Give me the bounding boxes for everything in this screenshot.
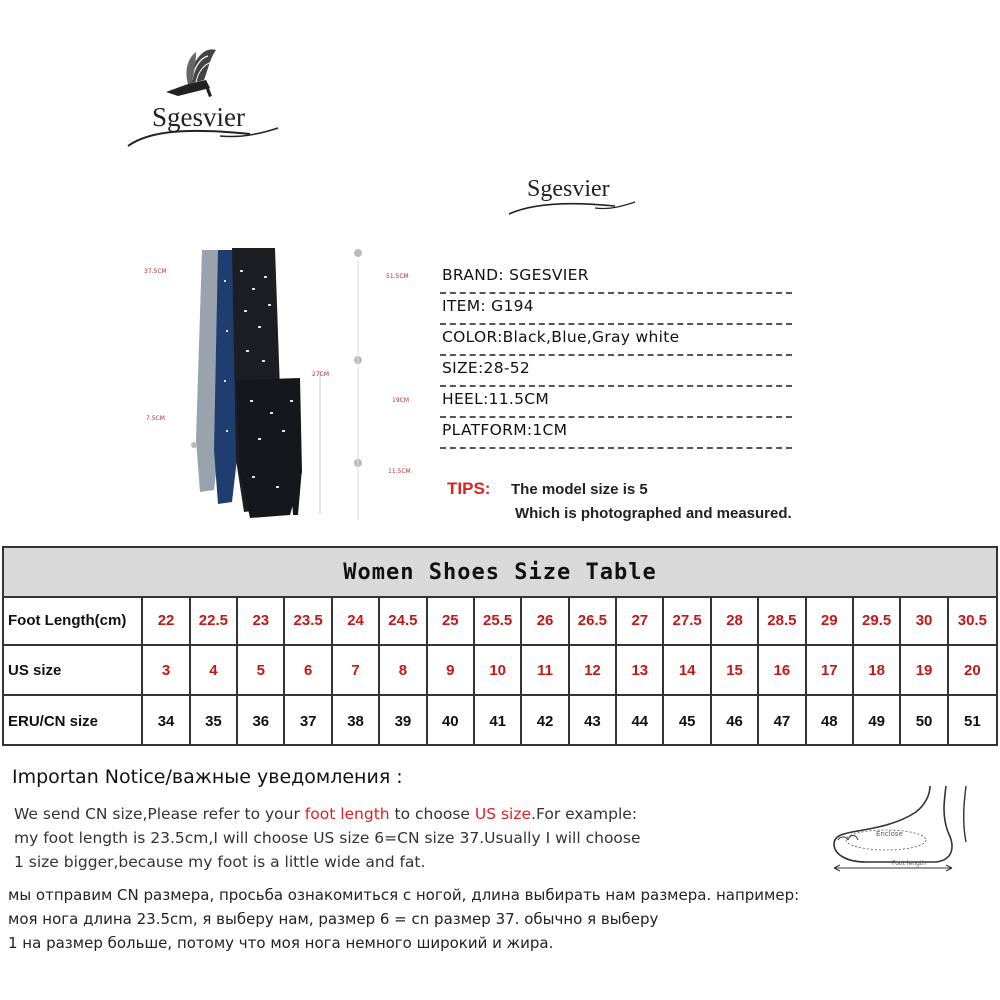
notice-text: .For example: — [531, 805, 638, 823]
table-cell: 29 — [807, 596, 854, 646]
brand-logo-small — [505, 172, 640, 222]
tips-line-1: The model size is 5 — [511, 481, 648, 498]
notice-en-line-1 — [14, 805, 637, 823]
table-cell: 12 — [570, 646, 617, 696]
table-row — [4, 696, 996, 746]
table-cell: 28 — [712, 596, 759, 646]
tips-line-2: Which is photographed and measured. — [515, 505, 792, 522]
notice-ru-line-2: моя нога длина 23.5cm, я выберу нам, размер 6 = cn размер 37. обычно я выберу — [8, 910, 659, 928]
enclose-label: Enclose — [876, 830, 903, 838]
logo-swoosh-icon — [120, 124, 290, 150]
table-cell: 22 — [143, 596, 190, 646]
table-cell: 40 — [428, 696, 475, 746]
table-cell: 47 — [759, 696, 806, 746]
table-cell: 15 — [712, 646, 759, 696]
table-cell: 38 — [333, 696, 380, 746]
spec-text: HEEL:11.5CM — [442, 390, 550, 408]
size-table-body — [4, 596, 996, 744]
table-cell: 48 — [807, 696, 854, 746]
spec-text: ITEM: G194 — [442, 297, 534, 315]
divider — [440, 416, 792, 418]
divider — [440, 447, 792, 449]
spec-size — [440, 357, 792, 387]
notice-title: Importan Notice/важные уведомления : — [12, 766, 403, 788]
row-label: US size — [4, 646, 143, 696]
spec-item — [440, 295, 792, 325]
measurement-label: 51.5CM — [386, 273, 409, 280]
table-cell: 42 — [522, 696, 569, 746]
spec-color — [440, 326, 792, 356]
spec-text: SIZE:28-52 — [442, 359, 531, 377]
table-cell: 26.5 — [570, 596, 617, 646]
table-cell: 9 — [428, 646, 475, 696]
measurement-label: 19CM — [392, 397, 410, 404]
size-table-header — [4, 548, 996, 598]
row-label: ERU/CN size — [4, 696, 143, 746]
brand-logo-text: Sgesvier — [152, 102, 245, 132]
table-cell: 19 — [901, 646, 948, 696]
product-image — [140, 240, 425, 525]
measurement-label: 27CM — [312, 371, 330, 378]
table-cell: 36 — [238, 696, 285, 746]
table-cell: 4 — [191, 646, 238, 696]
measurement-label: 7.5CM — [146, 415, 165, 422]
table-cell: 26 — [522, 596, 569, 646]
table-cell: 43 — [570, 696, 617, 746]
table-cell: 18 — [854, 646, 901, 696]
table-cell: 30 — [901, 596, 948, 646]
table-cell: 51 — [964, 712, 981, 730]
table-cell: 28.5 — [759, 596, 806, 646]
us-size-highlight: US size — [474, 805, 532, 823]
size-table — [2, 546, 998, 746]
table-row — [4, 646, 996, 696]
foot-diagram — [826, 782, 986, 872]
logo-swoosh-icon — [505, 198, 640, 218]
brand-logo — [120, 40, 290, 150]
table-cell: 27.5 — [664, 596, 711, 646]
notice-en-line-3: 1 size bigger,because my foot is a little wide and fat. — [14, 853, 426, 871]
table-cell: 20 — [949, 646, 996, 696]
size-table-title: Women Shoes Size Table — [343, 559, 657, 585]
table-cell: 16 — [759, 646, 806, 696]
butterfly-shoe-icon — [158, 40, 228, 100]
table-cell: 27 — [617, 596, 664, 646]
spec-heel — [440, 388, 792, 418]
table-cell: 3 — [143, 646, 190, 696]
foot-length-highlight: foot length — [304, 805, 390, 823]
table-cell: 37 — [285, 696, 332, 746]
table-cell: 5 — [238, 646, 285, 696]
table-cell: 46 — [712, 696, 759, 746]
table-cell: 49 — [854, 696, 901, 746]
table-cell: 17 — [807, 646, 854, 696]
table-cell: 8 — [380, 646, 427, 696]
table-cell: 14 — [664, 646, 711, 696]
tips-label: TIPS: — [447, 479, 491, 498]
notice-text: to choose — [389, 805, 475, 823]
table-cell: 45 — [664, 696, 711, 746]
spec-text: BRAND: SGESVIER — [442, 266, 589, 284]
notice-ru-line-1: мы отправим CN размера, просьба ознакомиться с ногой, длина выбирать нам размера. например: — [8, 886, 800, 904]
table-cell: 25 — [428, 596, 475, 646]
spec-platform — [440, 419, 792, 449]
table-cell: 11 — [522, 646, 569, 696]
table-cell: 6 — [285, 646, 332, 696]
divider — [440, 385, 792, 387]
table-cell: 25.5 — [475, 596, 522, 646]
boots-illustration — [140, 240, 425, 525]
divider — [440, 354, 792, 356]
table-cell: 44 — [617, 696, 664, 746]
notice-ru-line-3: 1 на размер больше, потому что моя нога немного широкий и жира. — [8, 934, 554, 952]
foot-outline-icon — [826, 782, 986, 872]
table-cell: 13 — [617, 646, 664, 696]
table-cell: 35 — [191, 696, 238, 746]
notice-en-line-2: my foot length is 23.5cm,I will choose US size 6=CN size 37.Usually I will choose — [14, 829, 641, 847]
brand-logo-small-text: Sgesvier — [527, 176, 610, 202]
table-cell: 22.5 — [191, 596, 238, 646]
row-label: Foot Length(cm) — [4, 596, 143, 646]
spec-text: PLATFORM:1CM — [442, 421, 568, 439]
table-row — [4, 596, 996, 646]
foot-length-label: Foot length — [892, 860, 926, 867]
table-cell: 10 — [475, 646, 522, 696]
table-cell: 23 — [238, 596, 285, 646]
table-cell: 30.5 — [949, 596, 996, 646]
table-cell: 39 — [380, 696, 427, 746]
spec-brand — [440, 264, 792, 294]
divider — [440, 323, 792, 325]
table-cell: 41 — [475, 696, 522, 746]
table-cell: 29.5 — [854, 596, 901, 646]
table-cell: 23.5 — [285, 596, 332, 646]
table-cell: 24.5 — [380, 596, 427, 646]
table-cell: 34 — [143, 696, 190, 746]
divider — [440, 292, 792, 294]
table-cell: 24 — [333, 596, 380, 646]
measurement-label: 11.5CM — [388, 468, 411, 475]
table-cell: 50 — [901, 696, 948, 746]
notice-text: We send CN size,Please refer to your — [14, 805, 305, 823]
table-cell: 7 — [333, 646, 380, 696]
measurement-label: 37.5CM — [144, 268, 167, 275]
spec-text: COLOR:Black,Blue,Gray white — [442, 328, 680, 346]
